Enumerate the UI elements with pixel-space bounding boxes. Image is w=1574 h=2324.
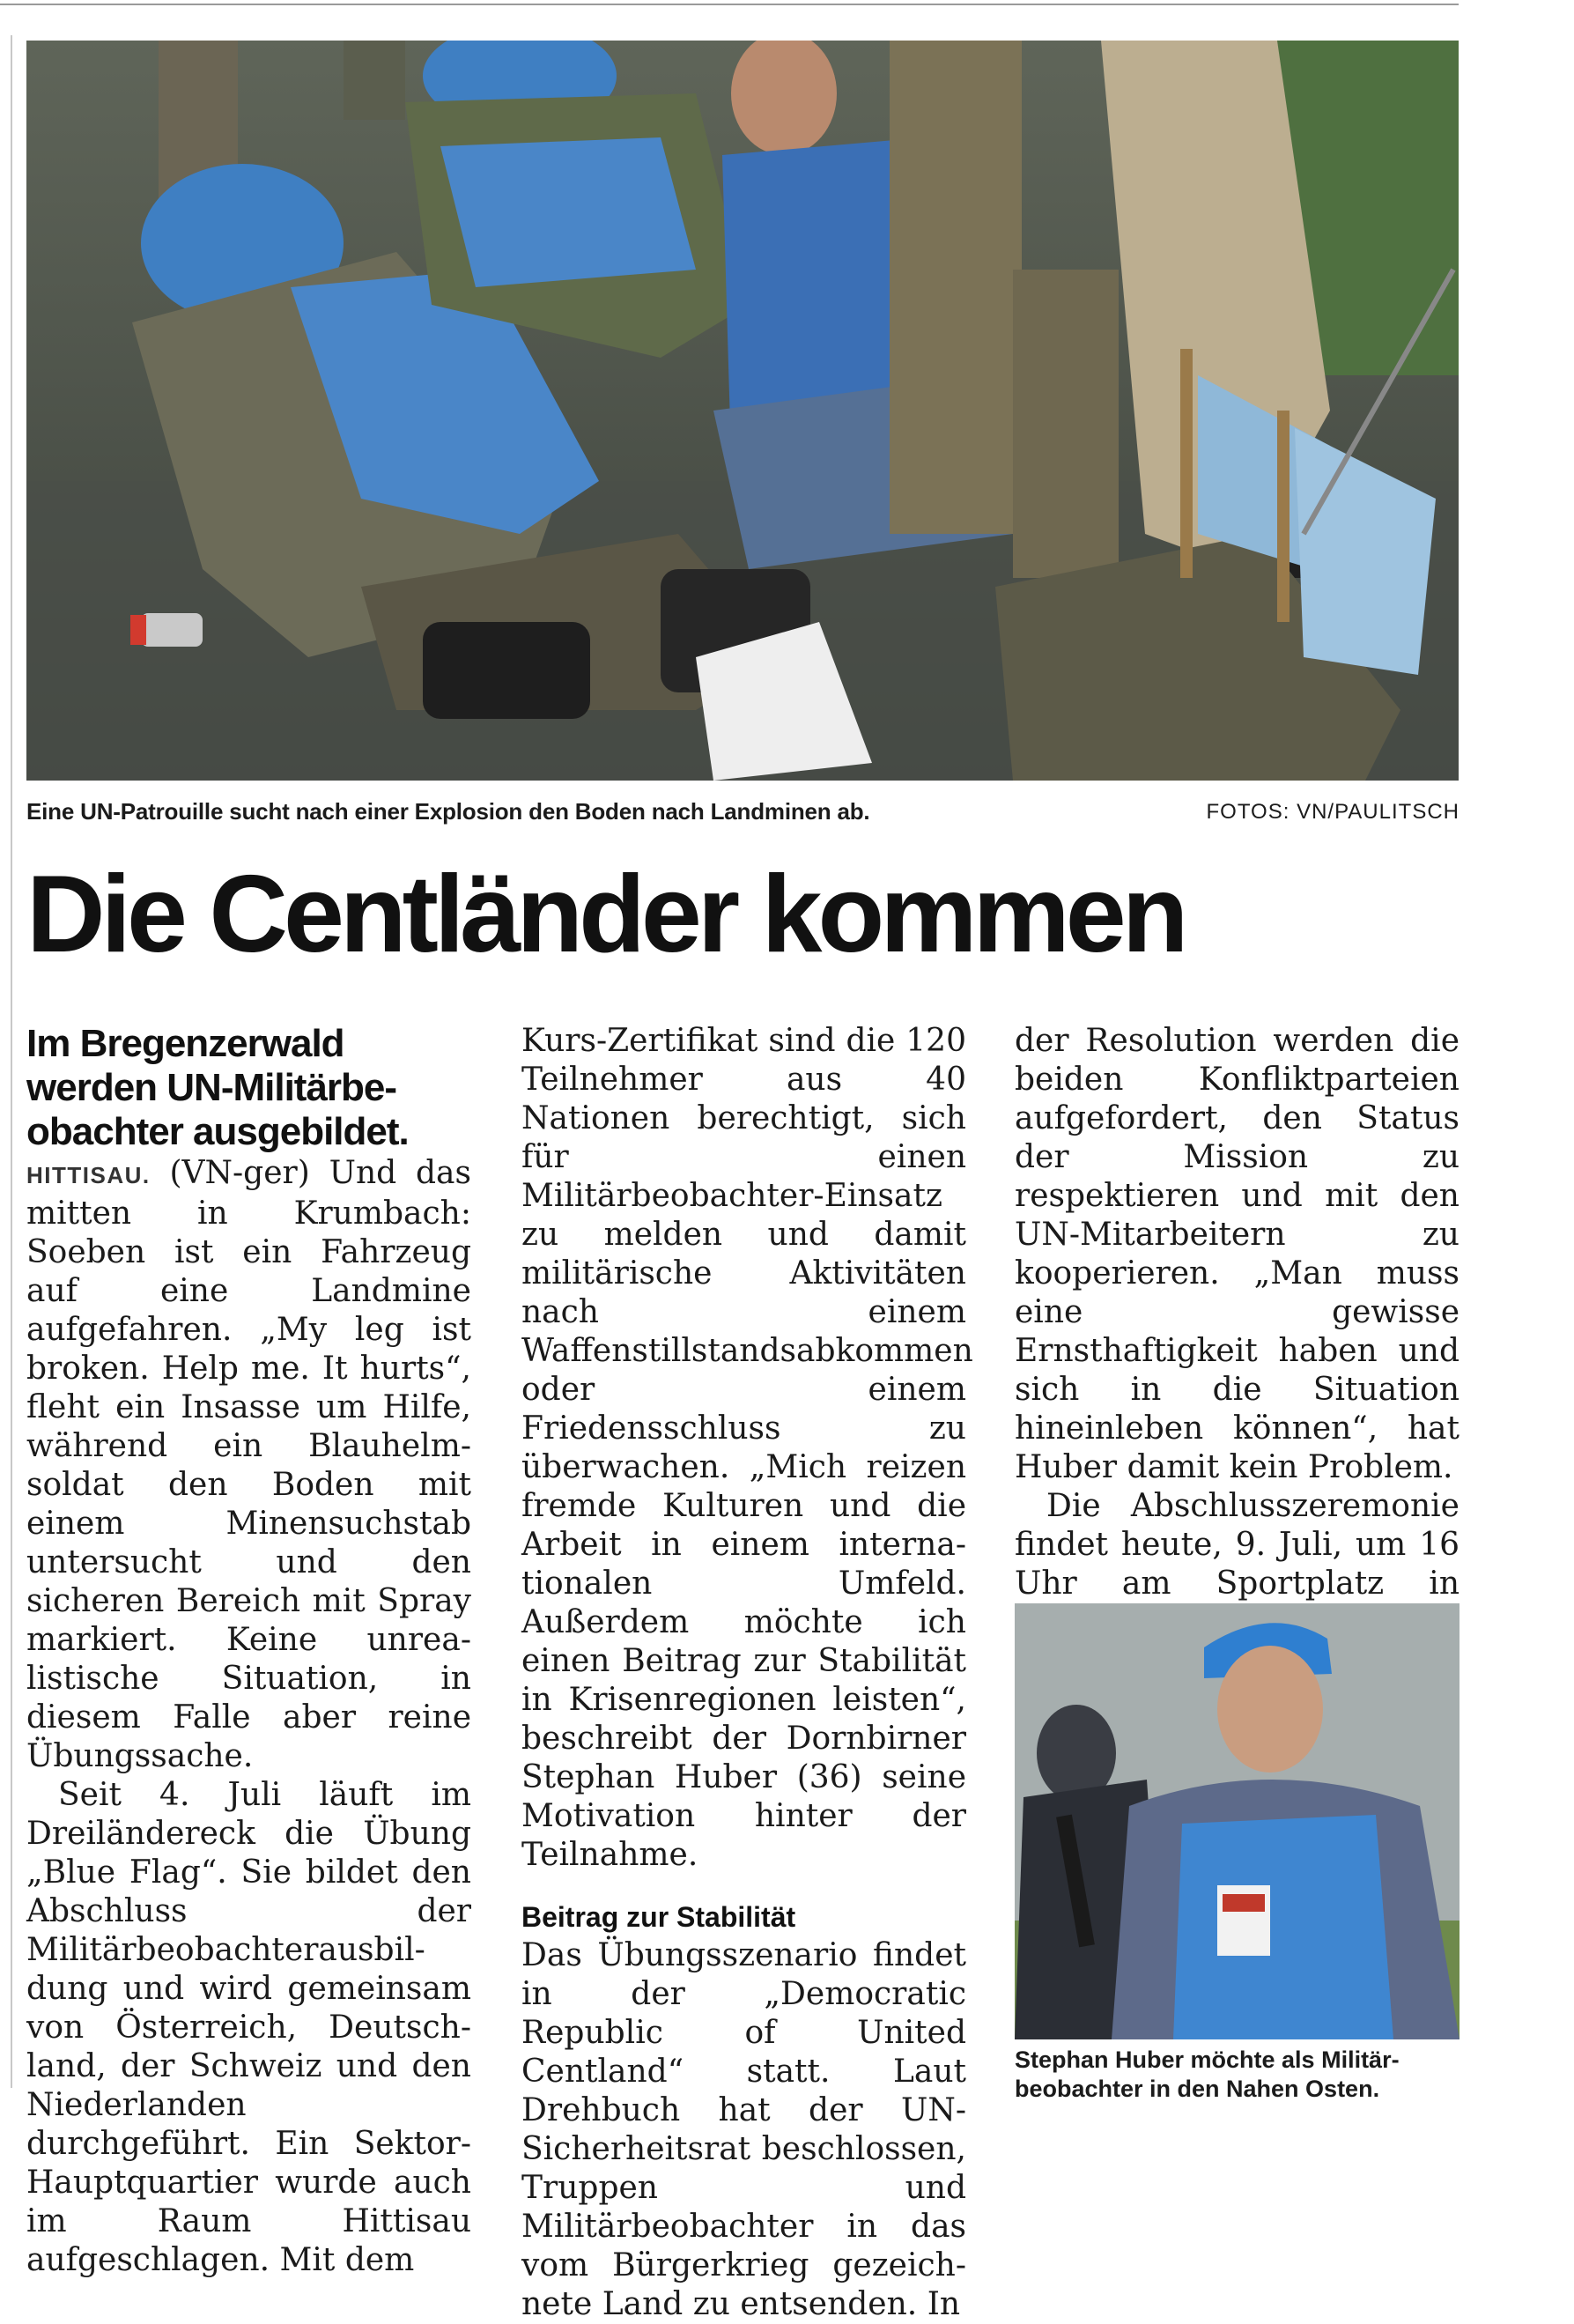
article-column-1	[26, 1022, 471, 2280]
section-heading: Beitrag zur Stabilität	[521, 1901, 796, 1933]
article-paragraph-5: der Resolution werden die beiden Konfliktparteien aufgefordert, den Status der Mission zu respektieren und mit den UN-Mitarbeitern zu kooperieren. „Man muss eine gewisse Ernsthaftigkeit haben und sich in die Situation hineinleben können“, hat Huber damit kein Problem.	[1015, 1023, 1459, 1485]
article-column-2	[521, 1022, 973, 2324]
article-paragraph-1	[26, 1154, 471, 1776]
dateline: HITTISAU.	[26, 1162, 151, 1188]
article-column-3	[1015, 1022, 1459, 1642]
portrait-photo	[1015, 1603, 1459, 2039]
main-photo	[26, 41, 1459, 781]
article-paragraph-2: Seit 4. Juli läuft im Dreiländereck die Übung „Blue Flag“. Sie bildet den Abschluss der Militärbeobachterausbildung und wird gemeinsam von Österreich, Deutschland, der Schweiz und den Niederlanden durchgeführt. Ein Sektor-Hauptquartier wurde auch im Raum Hittisau aufgeschlagen. Mit dem	[26, 1777, 471, 2278]
stephan-huber-photo-illustration	[1015, 1603, 1459, 2039]
un-patrol-photo-illustration	[26, 41, 1459, 781]
article-paragraph-4: Das Übungsszenario findet in der „Democratic Republic of United Centland“ statt. Laut Drehbuch hat der UN-Sicherheitsrat beschlossen, Truppen und Militärbeobachter in das vom Bürgerkrieg gezeichnete Land zu entsenden. In	[521, 1937, 966, 2322]
headline: Die Centländer kommen	[26, 854, 1185, 975]
portrait-photo-caption: Stephan Huber möchte als Militärbeobachter in den Nahen Osten.	[1015, 2046, 1400, 2102]
top-rule	[0, 4, 1459, 5]
article-paragraph-6: Die Abschlusszeremonie findet heute, 9. Juli, um 16 Uhr am Sportplatz in	[1015, 1488, 1459, 1602]
paragraph-1-text: (VN-ger) Und das mitten in Krumbach: Soeben ist ein Fahrzeug auf eine Landmine aufgefahren. „My leg ist broken. Help me. It hurts“, fleht ein Insasse um Hilfe, während ein Blauhelmsoldat den Boden mit einem Minensuchstab untersucht und den sicheren Bereich mit Spray markiert. Keine unrealistische Situation, in diesem Falle aber reine Übungssache.	[26, 1155, 471, 1774]
photo-credit: FOTOS: VN/PAULITSCH	[1206, 800, 1459, 824]
subheadline: Im Bregenzerwald werden UN-Militärbeobachter ausgebildet.	[26, 1022, 409, 1153]
main-photo-caption: Eine UN-Patrouille sucht nach einer Explosion den Boden nach Landminen ab.	[26, 798, 870, 825]
left-column-rule	[11, 35, 12, 2088]
article-paragraph-3: Kurs-Zertifikat sind die 120 Teilnehmer aus 40 Nationen berechtigt, sich für einen Militärbeobachter-Einsatz zu melden und damit militärische Aktivitäten nach einem Waffenstillstandsabkommen oder einem Friedensschluss zu überwachen. „Mich reizen fremde Kulturen und die Arbeit in einem internationalen Umfeld. Außerdem möchte ich einen Beitrag zur Stabilität in Krisenregionen leisten“, beschreibt der Dornbirner Stephan Huber (36) seine Motivation hinter der Teilnahme.	[521, 1023, 973, 1873]
